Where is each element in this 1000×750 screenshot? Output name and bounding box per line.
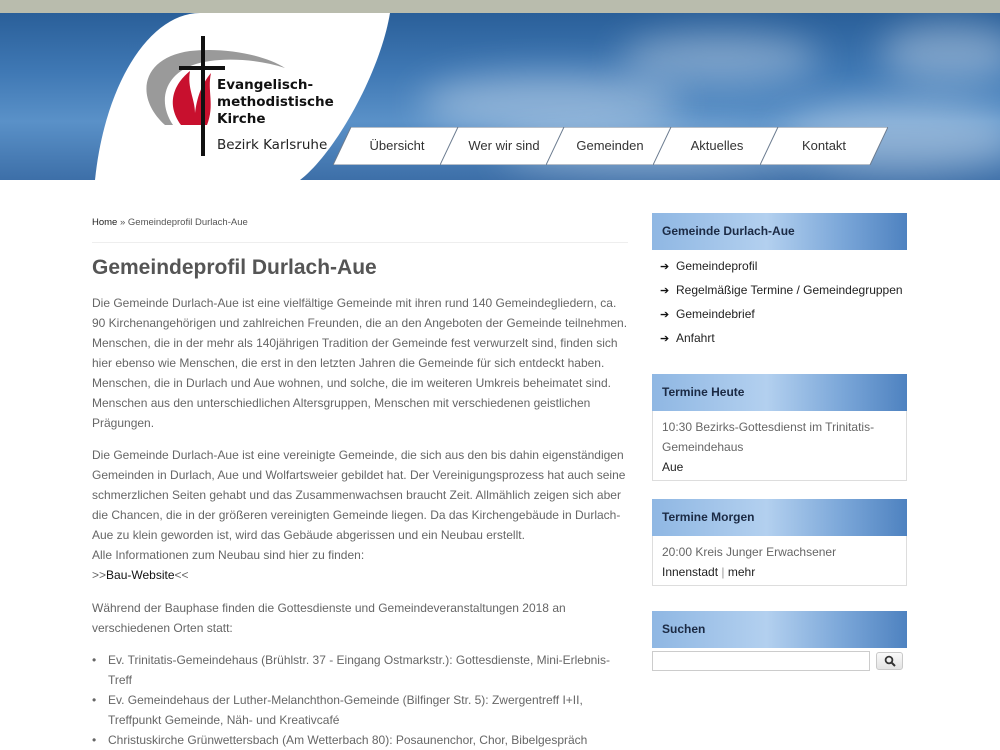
list-item: • Ev. Trinitatis-Gemeindehaus (Brühlstr. 37 - Eingang Ostmarkstr.): Gottesdienste, Mini-Erlebnis-Treff [92,650,632,690]
union-paragraph [92,445,632,585]
widget-body [652,536,907,586]
divider [92,242,628,243]
menu-item-label: Anfahrt [676,331,715,345]
widget-title: Termine Heute [652,374,907,411]
arrow-right-icon: ➔ [660,309,670,321]
breadcrumb-home-link[interactable]: Home [92,217,118,228]
nav-label: Gemeinden [576,138,644,153]
breadcrumb-current: Gemeindeprofil Durlach-Aue [127,217,248,228]
page-title: Gemeindeprofil Durlach-Aue [92,256,377,279]
logo-line-3: Kirche [217,111,266,127]
separator: | [718,565,728,579]
menu-item-gemeindebrief[interactable] [652,302,907,326]
main-navigation [0,127,1000,165]
widget-title: Termine Morgen [652,499,907,536]
logo-line-1: Evangelisch- [217,77,314,93]
widget-title: Gemeinde Durlach-Aue [652,213,907,250]
logo-text [217,77,334,128]
search-button[interactable] [876,652,903,670]
district-name: Bezirk Karlsruhe [217,137,328,153]
menu-item-label: Gemeindebrief [676,307,755,321]
breadcrumb-separator: » [117,217,128,228]
widget-termine-morgen [652,499,907,586]
widget-gemeinde [652,213,907,350]
event-place: Aue [662,460,684,474]
intro-paragraph: Die Gemeinde Durlach-Aue ist eine vielfältige Gemeinde mit ihren rund 140 Gemeindegliedern, ca. 90 Kirchenangehörigen und zahlreichen Freunden, die an den Angeboten der Gemeinde teilnehmen. Menschen, die in der mehr als 140jährigen Tradition der Gemeinde fest verwurzelt sind, finden sich hier ebenso wie Menschen, die erst in den letzten Jahren die Gemeinde für sich entdeckt haben. Menschen, die in Durlach und Aue wohnen, und solche, die im weiteren Umkreis beheimatet sind. Menschen aus den unterschiedlichen Altersgruppen, Menschen mit verschiedenen geistlichen Prägungen. [92,296,628,430]
widget-termine-heute [652,374,907,481]
top-bar [0,0,1000,13]
menu-item-label: Gemeindeprofil [676,259,758,273]
widget-title: Suchen [652,611,907,648]
menu-item-termine[interactable] [652,278,907,302]
nav-label: Übersicht [369,138,425,153]
event-text: 20:00 Kreis Junger Erwachsener [662,545,837,559]
nav-label: Kontakt [801,138,847,153]
link-suffix: << [174,568,189,582]
union-text: Die Gemeinde Durlach-Aue ist eine vereinigte Gemeinde, die sich aus den bis dahin eigenständigen Gemeinden in Durlach, Aue und Wolfartsweier gebildet hat. Der Vereinigungsprozess hat auch seine schmerzlichen Seiten gehabt und das Zusammenwachsen braucht Zeit. Allmählich zeigen sich aber die Chancen, die in der größeren vereinigten Gemeinde liegen. Da das Kirchengebäude in Durlach-Aue zu klein geworden ist, wird das Gebäude abgerissen und ein Neubau erstellt. [92,448,626,542]
menu-item-anfahrt[interactable] [652,326,907,350]
bau-website-link[interactable]: Bau-Website [106,568,175,582]
search-input[interactable] [652,651,870,671]
nav-label: Aktuelles [690,138,744,153]
arrow-right-icon: ➔ [660,285,670,297]
widget-search [652,611,907,648]
breadcrumb [92,217,248,228]
menu-item-label: Regelmäßige Termine / Gemeindegruppen [676,283,903,297]
menu-item-gemeindeprofil[interactable] [652,254,907,278]
gemeinde-menu [652,254,907,350]
search-icon [884,655,896,667]
event-text: 10:30 Bezirks-Gottesdienst im Trinitatis-Gemeindehaus [662,420,875,454]
locations-paragraph: Während der Bauphase finden die Gottesdienste und Gemeindeveranstaltungen 2018 an verschiedenen Orten statt: [92,601,566,635]
logo-line-2: methodistische [217,94,334,110]
event-meta [662,562,897,582]
nav-label: Wer wir sind [468,138,540,153]
locations-list [92,650,632,750]
more-link[interactable]: mehr [727,565,756,579]
widget-body [652,411,907,481]
list-item: • Christuskirche Grünwettersbach (Am Wetterbach 80): Posaunenchor, Chor, Bibelgespräch [92,730,632,750]
nav-item-kontakt[interactable] [760,127,888,165]
arrow-right-icon: ➔ [660,333,670,345]
list-item: • Ev. Gemeindehaus der Luther-Melanchthon-Gemeinde (Bilfinger Str. 5): Zwergentreff I+II, Treffpunkt Gemeinde, Näh- und Kreativcafé [92,690,632,730]
link-prefix: >> [92,568,107,582]
building-info-text: Alle Informationen zum Neubau sind hier zu finden: [92,548,365,562]
event-place: Innenstadt [662,565,719,579]
arrow-right-icon: ➔ [660,261,670,273]
